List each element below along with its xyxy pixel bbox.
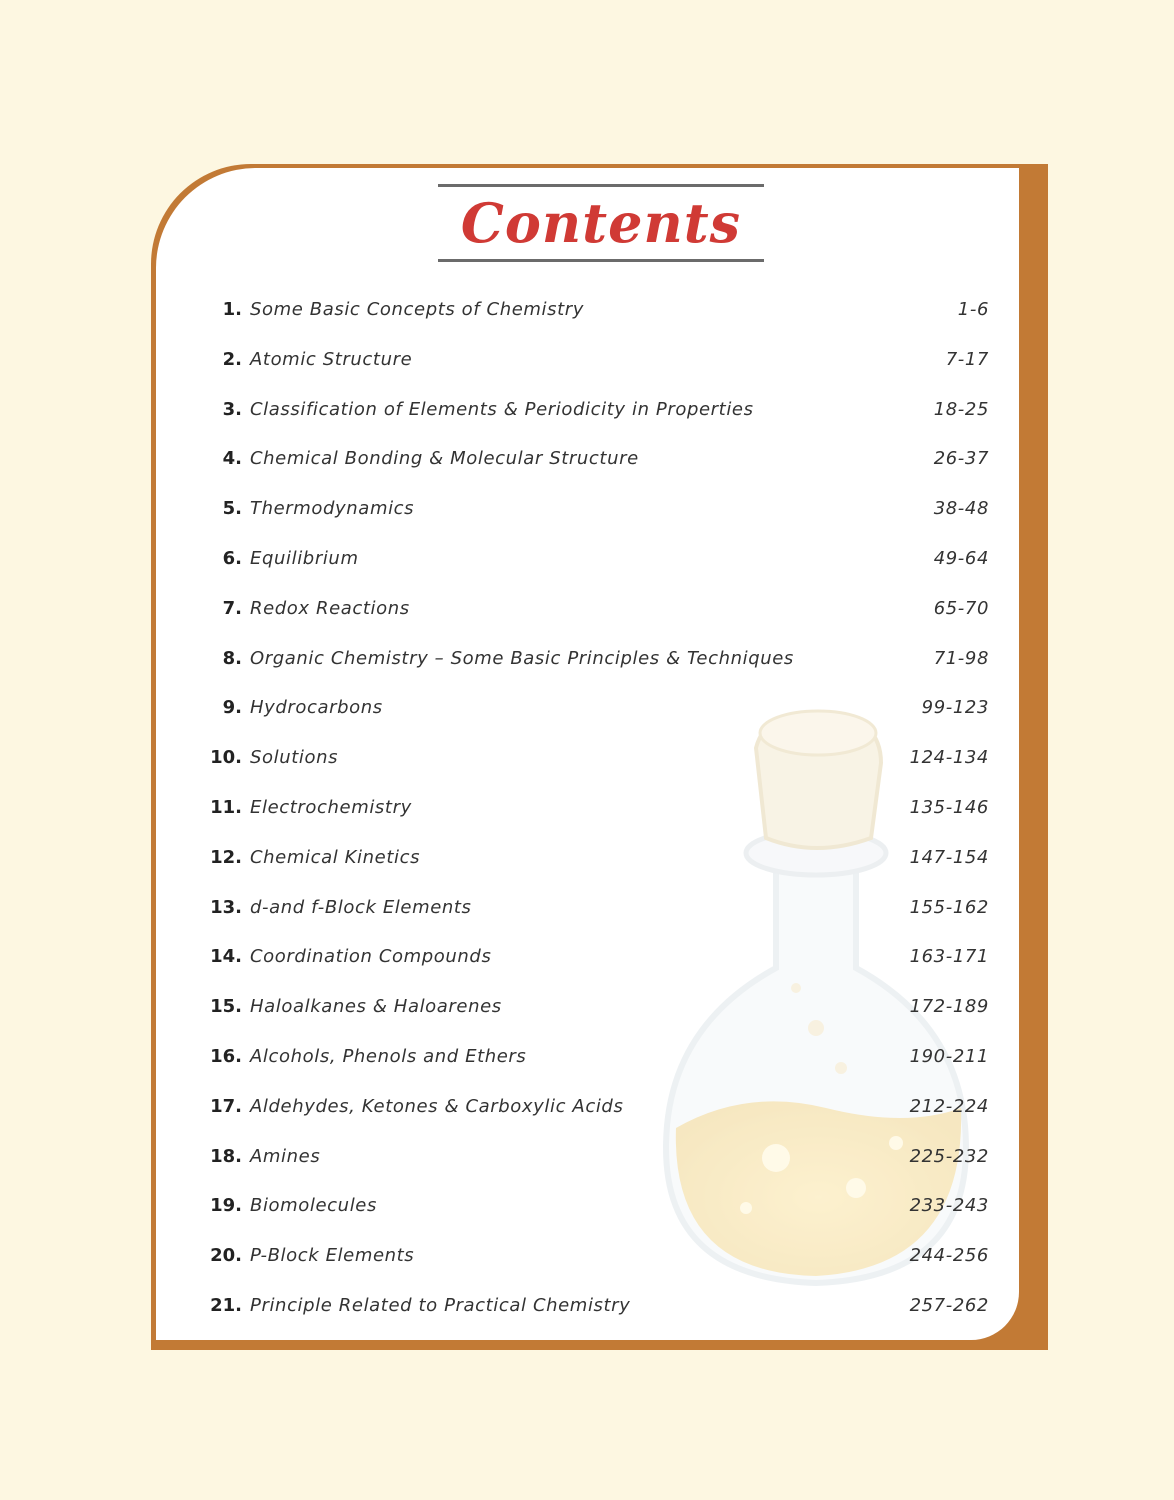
chapter-number: 18. (210, 1145, 242, 1167)
chapter-number: 3. (222, 398, 242, 420)
chapter-title: d-and f-Block Elements (250, 896, 472, 918)
toc-entry (156, 687, 1019, 737)
chapter-title: Principle Related to Practical Chemistry (250, 1294, 631, 1316)
chapter-number: 11. (210, 796, 242, 818)
chapter-number: 7. (222, 597, 242, 619)
chapter-page-range: 99-123 (921, 697, 989, 719)
toc-entry (156, 538, 1019, 588)
chapter-page-range: 233-243 (909, 1195, 989, 1217)
toc-entry (156, 1086, 1019, 1136)
chapter-page-range: 212-224 (909, 1095, 989, 1117)
chapter-number: 5. (222, 498, 242, 520)
toc-entry (156, 638, 1019, 688)
chapter-title: Redox Reactions (250, 597, 410, 619)
chapter-title: Coordination Compounds (250, 946, 492, 968)
chapter-number: 15. (210, 996, 242, 1018)
chapter-page-range: 65-70 (933, 597, 989, 619)
chapter-page-range: 18-25 (933, 398, 989, 420)
toc-entry (156, 1235, 1019, 1285)
chapter-title: Haloalkanes & Haloarenes (250, 996, 502, 1018)
chapter-title: Biomolecules (250, 1195, 377, 1217)
contents-heading-block (438, 184, 764, 264)
toc-entry (156, 887, 1019, 937)
chapter-title: Classification of Elements & Periodicity in Properties (250, 398, 754, 420)
chapter-page-range: 244-256 (909, 1245, 989, 1267)
chapter-page-range: 190-211 (909, 1045, 989, 1067)
chapter-page-range: 163-171 (909, 946, 989, 968)
chapter-page-range: 49-64 (933, 547, 989, 569)
chapter-title: Aldehydes, Ketones & Carboxylic Acids (250, 1095, 624, 1117)
chapter-page-range: 257-262 (909, 1294, 989, 1316)
toc-entry (156, 1136, 1019, 1186)
chapter-number: 12. (210, 846, 242, 868)
chapter-number: 6. (222, 547, 242, 569)
chapter-number: 9. (222, 697, 242, 719)
chapter-title: Organic Chemistry – Some Basic Principles & Techniques (250, 647, 794, 669)
chapter-number: 10. (210, 747, 242, 769)
chapter-title: Solutions (250, 747, 339, 769)
chapter-page-range: 26-37 (933, 448, 989, 470)
chapter-title: P-Block Elements (250, 1245, 415, 1267)
chapter-page-range: 172-189 (909, 996, 989, 1018)
toc-entry (156, 339, 1019, 389)
chapter-title: Thermodynamics (250, 498, 415, 520)
heading-bottom-rule (438, 259, 764, 262)
table-of-contents (156, 289, 1019, 1335)
toc-entry (156, 986, 1019, 1036)
toc-entry (156, 936, 1019, 986)
chapter-number: 21. (210, 1294, 242, 1316)
chapter-page-range: 38-48 (933, 498, 989, 520)
chapter-title: Hydrocarbons (250, 697, 383, 719)
toc-entry (156, 389, 1019, 439)
toc-entry (156, 837, 1019, 887)
chapter-page-range: 124-134 (909, 747, 989, 769)
chapter-number: 17. (210, 1095, 242, 1117)
chapter-title: Alcohols, Phenols and Ethers (250, 1045, 527, 1067)
toc-entry (156, 488, 1019, 538)
chapter-page-range: 71-98 (933, 647, 989, 669)
toc-entry (156, 1285, 1019, 1335)
chapter-title: Chemical Bonding & Molecular Structure (250, 448, 639, 470)
chapter-page-range: 7-17 (945, 348, 989, 370)
toc-entry (156, 737, 1019, 787)
chapter-number: 19. (210, 1195, 242, 1217)
chapter-number: 8. (222, 647, 242, 669)
chapter-title: Electrochemistry (250, 796, 412, 818)
heading-top-rule (438, 184, 764, 187)
chapter-number: 1. (222, 299, 242, 320)
chapter-number: 2. (222, 348, 242, 370)
chapter-number: 4. (222, 448, 242, 470)
chapter-number: 13. (210, 896, 242, 918)
chapter-title: Some Basic Concepts of Chemistry (250, 299, 585, 320)
chapter-page-range: 1-6 (957, 299, 989, 320)
contents-card (156, 168, 1019, 1340)
chapter-number: 14. (210, 946, 242, 968)
chapter-page-range: 225-232 (909, 1145, 989, 1167)
page-title: Contents (460, 191, 742, 255)
chapter-number: 20. (210, 1245, 242, 1267)
chapter-title: Atomic Structure (250, 348, 413, 370)
toc-entry (156, 289, 1019, 339)
chapter-number: 16. (210, 1045, 242, 1067)
toc-entry (156, 588, 1019, 638)
toc-entry (156, 1036, 1019, 1086)
chapter-page-range: 155-162 (909, 896, 989, 918)
toc-entry (156, 1185, 1019, 1235)
chapter-title: Equilibrium (250, 547, 359, 569)
toc-entry (156, 787, 1019, 837)
chapter-page-range: 135-146 (909, 796, 989, 818)
chapter-title: Chemical Kinetics (250, 846, 421, 868)
chapter-page-range: 147-154 (909, 846, 989, 868)
toc-entry (156, 438, 1019, 488)
chapter-title: Amines (250, 1145, 321, 1167)
